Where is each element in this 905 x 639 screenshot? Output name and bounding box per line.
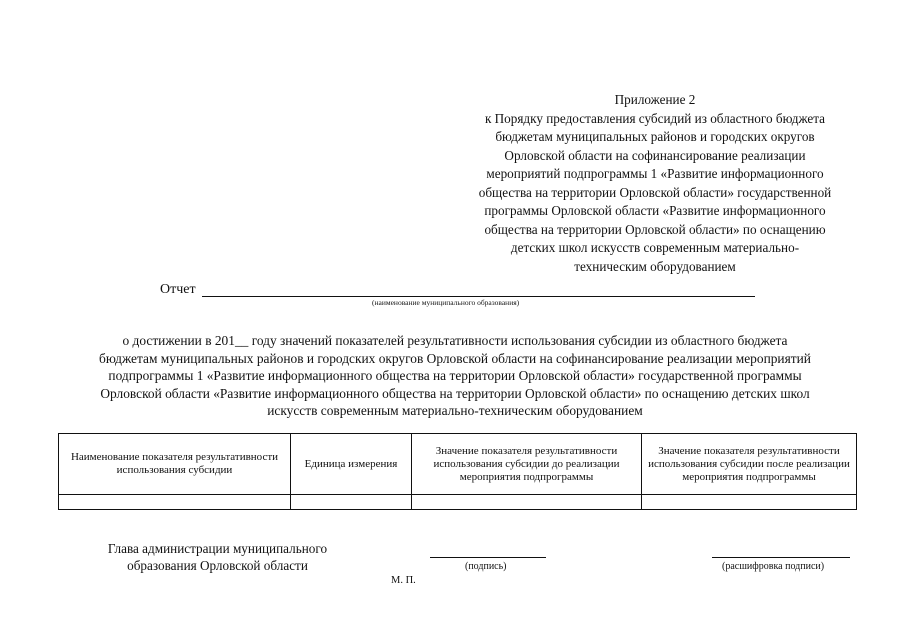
signature-line	[430, 557, 546, 558]
column-header-value-after: Значение показателя результативности использования субсидии после реализации мероприятия подпрограммы	[642, 434, 857, 495]
appendix-line: к Порядку предоставления субсидий из областного бюджета	[484, 110, 826, 126]
report-label: Отчет	[160, 282, 196, 297]
appendix-line: Приложение 2	[614, 92, 696, 107]
appendix-line: Орловской области на софинансирование реализации	[504, 147, 806, 163]
appendix-line: мероприятий подпрограммы 1 «Развитие информационного	[486, 166, 824, 181]
report-description	[55, 332, 855, 420]
column-header-value-before: Значение показателя результативности использования субсидии до реализации мероприятия подпрограммы	[412, 434, 642, 495]
appendix-line: общества на территории Орловской области» по оснащению	[484, 221, 826, 237]
signature-decode-caption: (расшифровка подписи)	[722, 561, 825, 572]
signatory-title	[80, 540, 355, 574]
municipality-name-caption: (наименование муниципального образования)	[372, 298, 520, 307]
appendix-line: программы Орловской области «Развитие информационного	[484, 203, 826, 218]
table-cell[interactable]	[291, 495, 412, 510]
description-line: Орловской области «Развитие информационного общества на территории Орловской области» по оснащению детских школ	[100, 385, 810, 401]
description-line: подпрограммы 1 «Развитие информационного общества на территории Орловской области» государственной программы	[108, 368, 802, 383]
municipality-name-line	[202, 296, 755, 297]
table-cell[interactable]	[59, 495, 291, 510]
description-line: бюджетам муниципальных районов и городских округов Орловской области на софинансирование реализации мероприятий	[99, 350, 811, 366]
appendix-line: детских школ искусств современным материально-	[510, 240, 800, 255]
appendix-line: общества на территории Орловской области» государственной	[478, 184, 832, 200]
indicators-table	[58, 433, 857, 510]
column-header-unit: Единица измерения	[291, 434, 412, 495]
signatory-title-line: образования Орловской области	[127, 558, 308, 573]
report-title-row	[160, 282, 760, 307]
description-line: о достижении в 201__ году значений показателей результативности использования субсидии из областного бюджета	[122, 333, 788, 348]
table-cell[interactable]	[412, 495, 642, 510]
table-header-row	[59, 434, 857, 495]
appendix-header	[440, 91, 870, 276]
description-line: искусств современным материально-техническим оборудованием	[267, 403, 643, 418]
signature-decode-line	[712, 557, 850, 558]
table-row	[59, 495, 857, 510]
stamp-place-label: М. П.	[391, 575, 416, 586]
column-header-indicator-name: Наименование показателя результативности использования субсидии	[59, 434, 291, 495]
appendix-line: бюджетам муниципальных районов и городских округов	[495, 129, 815, 144]
table-cell[interactable]	[642, 495, 857, 510]
signatory-title-line: Глава администрации муниципального	[107, 541, 328, 556]
signature-caption: (подпись)	[465, 561, 507, 572]
appendix-line: техническим оборудованием	[574, 258, 736, 274]
